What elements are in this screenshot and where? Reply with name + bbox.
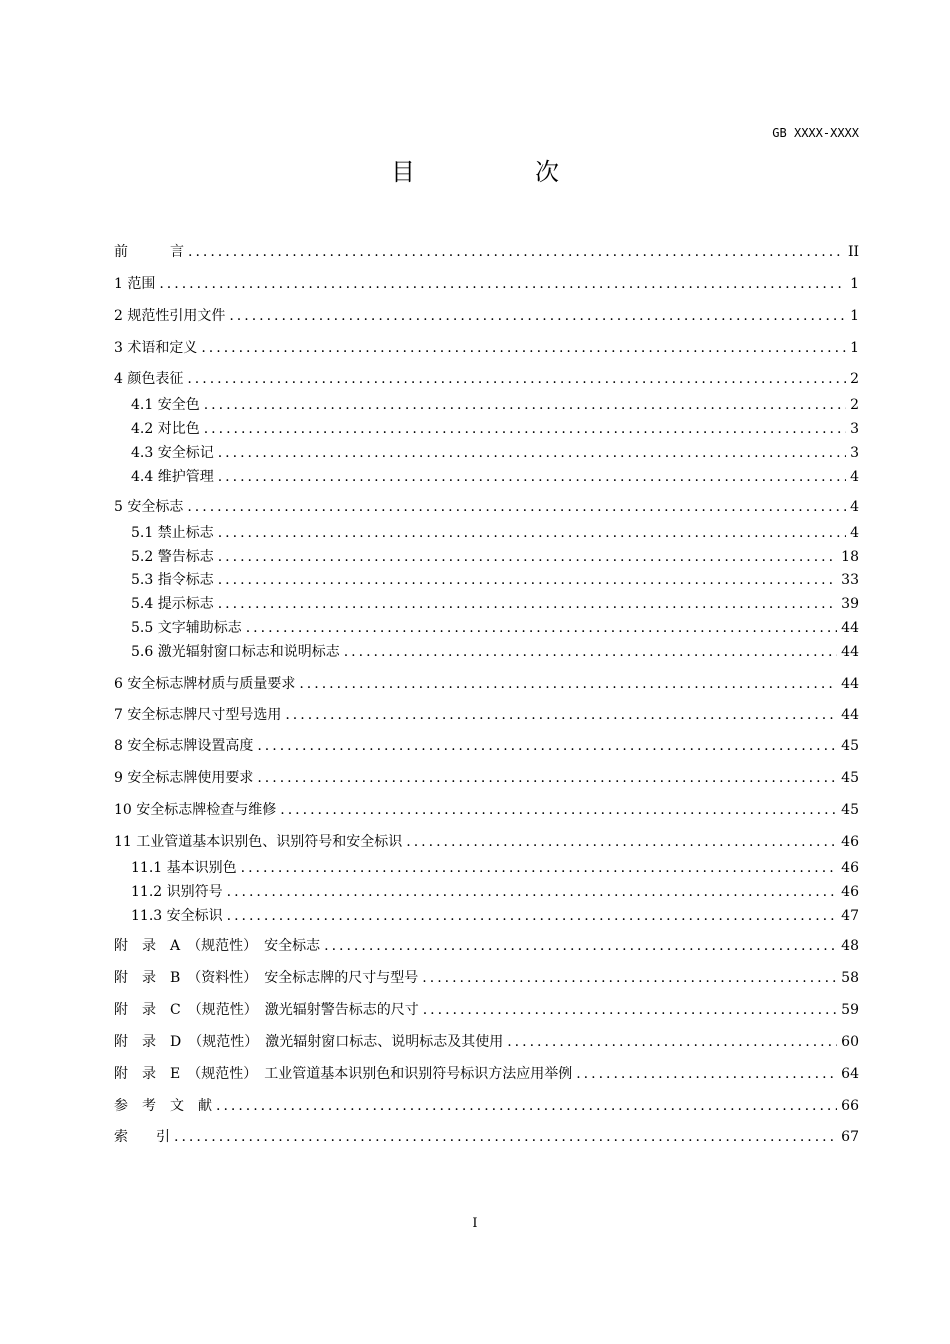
toc-page: 4 [850,469,859,485]
toc-label: 8 安全标志牌设置高度 [114,738,254,754]
toc-page: 4 [850,525,859,541]
toc-page: 64 [841,1066,859,1082]
toc-entry-appendix-b[interactable] [114,967,859,989]
toc-label: 5.6 激光辐射窗口标志和说明标志 [131,644,340,660]
toc-label: 附 录 C （规范性） 激光辐射警告标志的尺寸 [114,1002,419,1018]
toc-page: 60 [841,1034,859,1050]
toc-entry-appendix-e[interactable] [114,1063,859,1085]
toc-page: 66 [841,1098,859,1114]
toc-page: 1 [850,276,859,292]
toc-entry-7[interactable] [114,704,859,726]
toc-label: 附 录 E （规范性） 工业管道基本识别色和识别符号标识方法应用举例 [114,1066,573,1082]
toc-page: 3 [850,421,859,437]
toc-label: 4 颜色表征 [114,371,184,387]
toc-label: 3 术语和定义 [114,340,198,356]
toc-entry-9[interactable] [114,767,859,789]
toc-entry-8[interactable] [114,735,859,757]
toc-page: 2 [850,397,859,413]
toc-entry-index[interactable] [114,1126,859,1148]
toc-entry-11-2[interactable] [131,881,859,903]
toc-label: 附 录 B （资料性） 安全标志牌的尺寸与型号 [114,970,419,986]
toc-entry-6[interactable] [114,673,859,695]
toc-label: 附 录 D （规范性） 激光辐射窗口标志、说明标志及其使用 [114,1034,504,1050]
toc-entry-5-5[interactable] [131,617,859,639]
toc-label: 11.3 安全标识 [131,908,223,924]
toc-label: 11 工业管道基本识别色、识别符号和安全标识 [114,834,403,850]
toc-label: 10 安全标志牌检查与维修 [114,802,277,818]
toc-label: 9 安全标志牌使用要求 [114,770,254,786]
toc-page: 45 [841,738,859,754]
toc-label: 2 规范性引用文件 [114,308,226,324]
toc-page: 48 [841,938,859,954]
toc-entry-1[interactable] [114,273,859,295]
toc-entry-4-2[interactable] [131,418,859,440]
toc-entry-references[interactable] [114,1095,859,1117]
toc-label: 前 言 [114,244,184,260]
page-title: 目 次 [391,158,607,186]
toc-page: 46 [841,834,859,850]
toc-entry-5-3[interactable] [131,569,859,591]
toc-page: 59 [841,1002,859,1018]
toc-entry-11-1[interactable] [131,857,859,879]
toc-label: 4.3 安全标记 [131,445,214,461]
toc-page: 3 [850,445,859,461]
toc-label: 4.2 对比色 [131,421,200,437]
page-number: I [472,1216,478,1231]
toc-entry-5-6[interactable] [131,641,859,663]
toc-page: 46 [841,860,859,876]
toc-entry-appendix-a[interactable] [114,935,859,957]
toc-label: 5.5 文字辅助标志 [131,620,242,636]
toc-entry-5-1[interactable] [131,522,859,544]
toc-label: 5.2 警告标志 [131,549,214,565]
toc-label: 索 引 [114,1129,170,1145]
toc-page: 45 [841,770,859,786]
toc-entry-5-2[interactable] [131,546,859,568]
toc-entry-3[interactable] [114,337,859,359]
toc-label: 参 考 文 献 [114,1098,212,1114]
toc-page: 18 [841,549,859,565]
toc-entry-11[interactable] [114,831,859,853]
toc-page: 39 [841,596,859,612]
toc-label: 7 安全标志牌尺寸型号选用 [114,707,282,723]
toc-entry-appendix-c[interactable] [114,999,859,1021]
toc-label: 5 安全标志 [114,499,184,515]
toc-entry-2[interactable] [114,305,859,327]
toc-entry-11-3[interactable] [131,905,859,927]
toc-label: 4.4 维护管理 [131,469,214,485]
toc-label: 5.1 禁止标志 [131,525,214,541]
toc-entry-4-4[interactable] [131,466,859,488]
toc-label: 4.1 安全色 [131,397,200,413]
toc-entry-4-1[interactable] [131,394,859,416]
toc-page: 47 [841,908,859,924]
toc-entry-10[interactable] [114,799,859,821]
toc-page: 2 [850,371,859,387]
toc-label: 6 安全标志牌材质与质量要求 [114,676,296,692]
toc-page: 58 [841,970,859,986]
toc-entry-5[interactable] [114,496,859,518]
toc-entry-5-4[interactable] [131,593,859,615]
toc-entry-4[interactable] [114,368,859,390]
toc-label: 1 范围 [114,276,156,292]
toc-page: 4 [850,499,859,515]
toc-page: 44 [841,707,859,723]
toc-label: 5.4 提示标志 [131,596,214,612]
toc-page: 46 [841,884,859,900]
toc-page: 44 [841,644,859,660]
toc-page: 67 [841,1129,859,1145]
toc-entry-foreword[interactable] [114,241,859,263]
toc-page: 45 [841,802,859,818]
toc-entry-appendix-d[interactable] [114,1031,859,1053]
standard-code: GB XXXX-XXXX [772,126,859,140]
toc-page: 1 [850,340,859,356]
toc-label: 11.2 识别符号 [131,884,223,900]
toc-page: 33 [841,572,859,588]
toc-label: 附 录 A （规范性） 安全标志 [114,938,321,954]
toc-page: 1 [850,308,859,324]
toc-page: II [847,244,859,260]
toc-page: 44 [841,620,859,636]
toc-entry-4-3[interactable] [131,442,859,464]
toc-label: 11.1 基本识别色 [131,860,237,876]
toc-page: 44 [841,676,859,692]
toc-label: 5.3 指令标志 [131,572,214,588]
